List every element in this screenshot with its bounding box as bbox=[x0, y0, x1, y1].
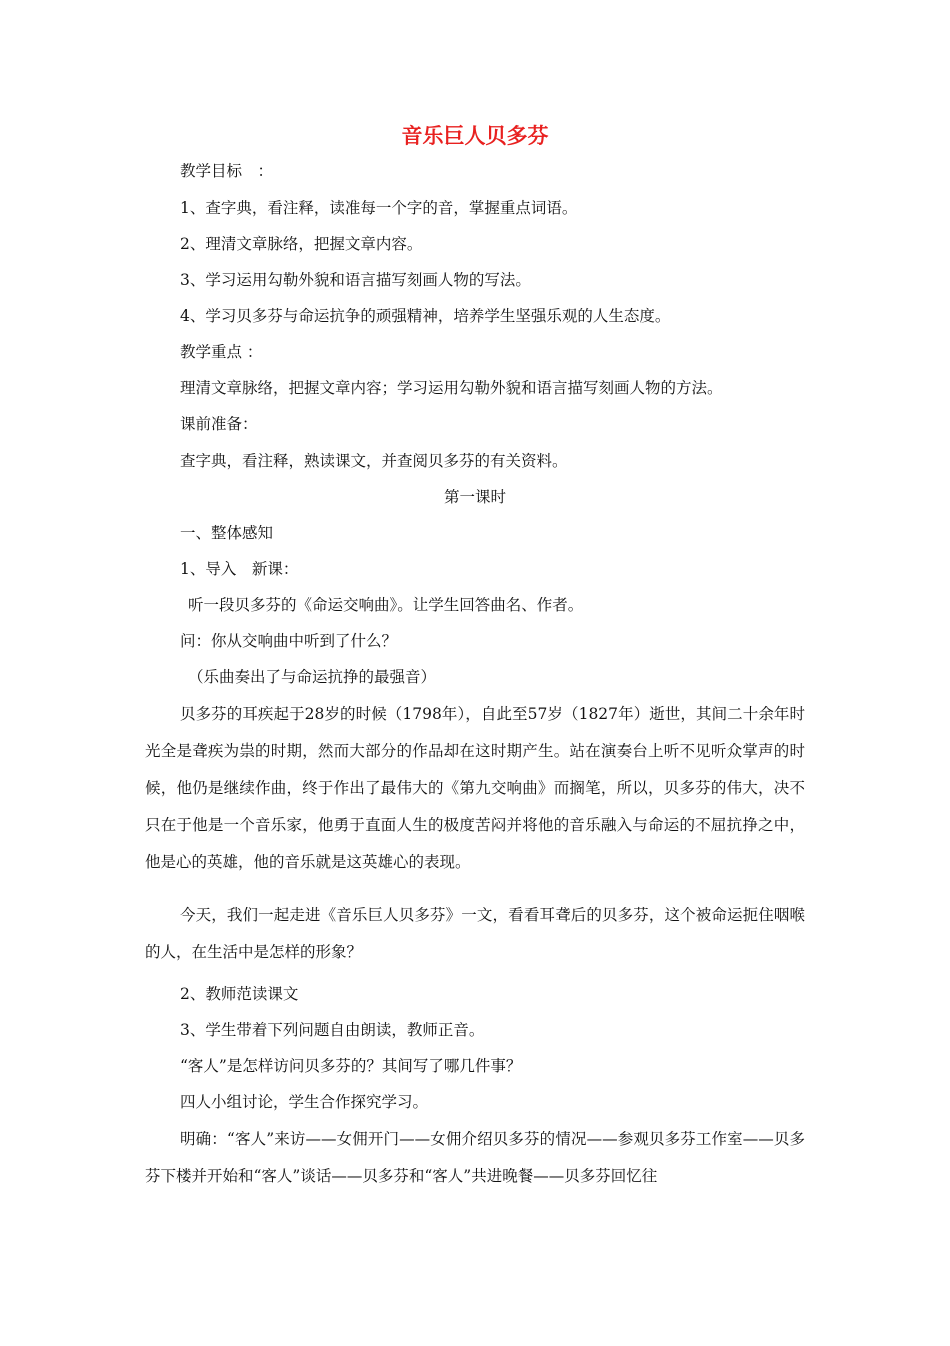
body-paragraph: 今天，我们一起走进《音乐巨人贝多芬》一文，看看耳聋后的贝多芬，这个被命运扼住咽喉的人，在生活中是怎样的形象？ bbox=[145, 906, 805, 961]
step-heading: 3、学生带着下列问题自由朗读，教师正音。 bbox=[180, 1021, 485, 1039]
question-text: “客人”是怎样访问贝多芬的？其间写了哪几件事？ bbox=[180, 1057, 522, 1075]
document-title: 音乐巨人贝多芬 bbox=[401, 124, 549, 148]
lesson-heading: 第一课时 bbox=[443, 488, 506, 506]
body-paragraph: 明确：“客人”来访——女佣开门——女佣介绍贝多芬的情况——参观贝多芬工作室——贝多芬下楼并开始和“客人”谈话——贝多芬和“客人”共进晚餐——贝多芬回忆往 bbox=[145, 1130, 805, 1185]
prep-heading: 课前准备： bbox=[180, 415, 258, 433]
answer-text: （乐曲奏出了与命运抗挣的最强音） bbox=[188, 668, 437, 686]
focus-text: 理清文章脉络，把握文章内容；学习运用勾勒外貌和语言描写刻画人物的方法。 bbox=[180, 379, 723, 397]
goal-item: 2、理清文章脉络，把握文章内容。 bbox=[180, 235, 423, 253]
step-heading: 1、导入 新课： bbox=[180, 560, 299, 578]
question-text: 问：你从交响曲中听到了什么？ bbox=[180, 632, 398, 650]
group-text: 四人小组讨论，学生合作探究学习。 bbox=[180, 1093, 429, 1111]
goals-heading: 教学目标 ： bbox=[180, 162, 274, 180]
focus-heading: 教学重点 ： bbox=[180, 343, 263, 361]
goal-item: 1、查字典，看注释，读准每一个字的音，掌握重点词语。 bbox=[180, 199, 578, 217]
step-text: 听一段贝多芬的《命运交响曲》。让学生回答曲名、作者。 bbox=[188, 596, 584, 614]
step-heading: 2、教师范读课文 bbox=[180, 985, 299, 1003]
section-heading: 一、整体感知 bbox=[180, 524, 274, 542]
prep-text: 查字典，看注释，熟读课文，并查阅贝多芬的有关资料。 bbox=[180, 452, 568, 470]
goal-item: 3、学习运用勾勒外貌和语言描写刻画人物的写法。 bbox=[180, 271, 531, 289]
goal-item: 4、学习贝多芬与命运抗争的顽强精神，培养学生坚强乐观的人生态度。 bbox=[180, 307, 671, 325]
body-paragraph: 贝多芬的耳疾起于28岁的时候（1798年），自此至57岁（1827年）逝世，其间二十余年时光全是聋疾为祟的时期，然而大部分的作品却在这时期产生。站在演奏台上听不见听众掌声的时候，他仍是继续作曲，终于作出了最伟大的《第九交响曲》而搁笔，所以，贝多芬的伟大，决不只在于他是一个音乐家，他勇于直面人生的极度苦闷并将他的音乐融入与命运的不屈抗挣之中，他是心的英雄，他的音乐就是这英雄心的表现。 bbox=[145, 705, 805, 871]
